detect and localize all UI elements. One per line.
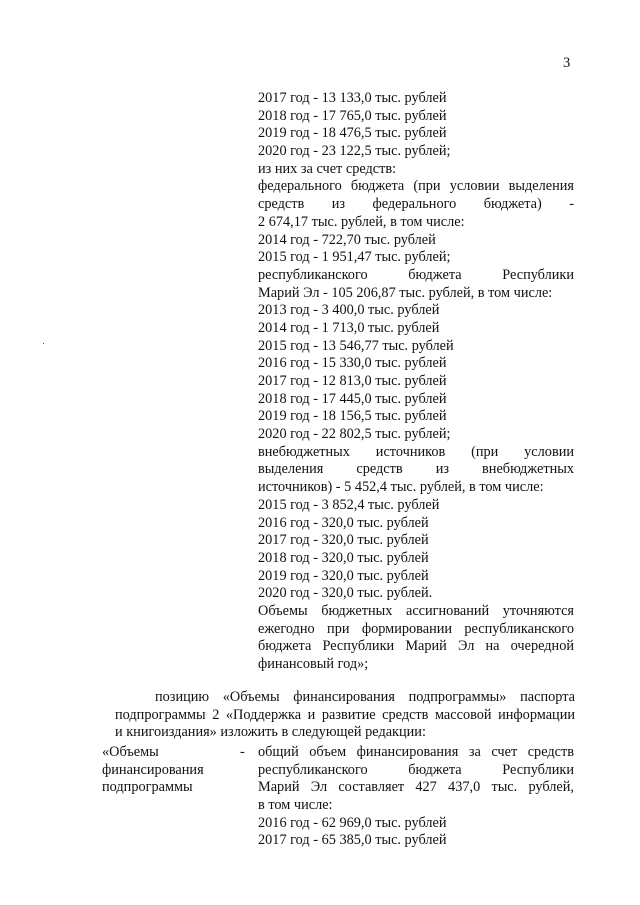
text-line: 2016 год - 62 969,0 тыс. рублей bbox=[258, 814, 447, 831]
funding-block bbox=[258, 90, 574, 674]
text-line: в том числе: bbox=[258, 797, 333, 814]
text-line: ежегодно при формировании республиканского bbox=[258, 620, 574, 637]
text-line: 2020 год - 23 122,5 тыс. рублей; bbox=[258, 143, 451, 160]
text-line: 2016 год - 15 330,0 тыс. рублей bbox=[258, 355, 447, 372]
margin-mark bbox=[43, 343, 44, 344]
text-line: Марий Эл составляет 427 437,0 тыс. рублей, bbox=[258, 779, 574, 796]
text-line: средств из федерального бюджета) - bbox=[258, 196, 574, 213]
text-line: общий объем финансирования за счет средств bbox=[258, 744, 574, 760]
text-line: из них за счет средств: bbox=[258, 160, 397, 177]
text-line: 2019 год - 320,0 тыс. рублей bbox=[258, 567, 429, 584]
text-line: подпрограммы 2 «Поддержка и развитие средств массовой информации bbox=[115, 706, 575, 723]
text-line: 2015 год - 13 546,77 тыс. рублей bbox=[258, 337, 454, 354]
text-line: 2018 год - 17 765,0 тыс. рублей bbox=[258, 107, 447, 124]
text-line: 2019 год - 18 476,5 тыс. рублей bbox=[258, 125, 447, 142]
page-number: 3 bbox=[563, 55, 571, 71]
text-line: 2020 год - 22 802,5 тыс. рублей; bbox=[258, 426, 451, 443]
text-line: 2020 год - 320,0 тыс. рублей. bbox=[258, 585, 433, 602]
text-line: финансирования bbox=[102, 761, 204, 778]
text-line: 2017 год - 320,0 тыс. рублей bbox=[258, 532, 429, 549]
text-line: 2015 год - 3 852,4 тыс. рублей bbox=[258, 496, 440, 513]
separator-dash: - bbox=[240, 744, 245, 760]
text-line: 2018 год - 320,0 тыс. рублей bbox=[258, 549, 429, 566]
text-line: 2013 год - 3 400,0 тыс. рублей bbox=[258, 302, 440, 319]
text-line: 2014 год - 722,70 тыс. рублей bbox=[258, 231, 436, 248]
text-line: 2017 год - 12 813,0 тыс. рублей bbox=[258, 373, 447, 389]
text-line: бюджета Республики Марий Эл на очередной bbox=[258, 638, 574, 655]
text-line: 2018 год - 17 445,0 тыс. рублей bbox=[258, 390, 447, 407]
text-line: 2017 год - 13 133,0 тыс. рублей bbox=[258, 90, 447, 106]
text-line: финансовый год»; bbox=[258, 656, 369, 672]
text-line: 2016 год - 320,0 тыс. рублей bbox=[258, 514, 429, 531]
text-line: республиканского бюджета Республики bbox=[258, 266, 574, 283]
text-line: и книгоиздания» изложить в следующей редакции: bbox=[115, 724, 426, 741]
text-line: «Объемы bbox=[102, 744, 159, 760]
text-line: республиканского бюджета Республики bbox=[258, 761, 574, 778]
text-line: Марий Эл - 105 206,87 тыс. рублей, в том числе: bbox=[258, 284, 553, 301]
text-line: 2 674,17 тыс. рублей, в том числе: bbox=[258, 213, 465, 230]
instruction-paragraph bbox=[115, 689, 575, 742]
text-line: источников) - 5 452,4 тыс. рублей, в том числе: bbox=[258, 479, 544, 496]
total-funding-block bbox=[258, 744, 574, 850]
text-line: внебюджетных источников (при условии bbox=[258, 443, 574, 460]
text-line: Объемы бюджетных ассигнований уточняются bbox=[258, 602, 574, 619]
text-line: подпрограммы bbox=[102, 779, 193, 796]
text-line: 2017 год - 65 385,0 тыс. рублей bbox=[258, 832, 447, 849]
text-line: 2019 год - 18 156,5 тыс. рублей bbox=[258, 408, 447, 425]
text-line: 2014 год - 1 713,0 тыс. рублей bbox=[258, 319, 440, 336]
text-line: 2015 год - 1 951,47 тыс. рублей; bbox=[258, 249, 451, 266]
position-label bbox=[102, 744, 204, 797]
text-line: позицию «Объемы финансирования подпрограммы» паспорта bbox=[155, 689, 575, 705]
text-line: выделения средств из внебюджетных bbox=[258, 461, 574, 478]
text-line: федерального бюджета (при условии выделения bbox=[258, 178, 574, 195]
